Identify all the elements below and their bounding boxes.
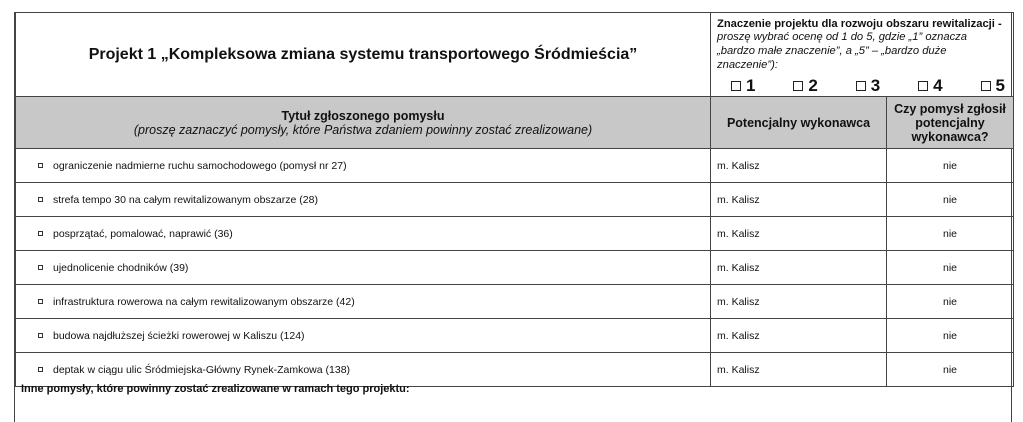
- checkbox-icon[interactable]: [38, 265, 43, 270]
- submitted-cell: nie: [887, 319, 1014, 353]
- checkbox-icon[interactable]: [38, 333, 43, 338]
- table-row: [16, 319, 1014, 353]
- rating-option-2[interactable]: 2: [793, 76, 817, 96]
- submitted-cell: nie: [887, 183, 1014, 217]
- executor-cell: m. Kalisz: [711, 285, 887, 319]
- idea-label: ograniczenie nadmierne ruchu samochodowego (pomysł nr 27): [53, 159, 347, 172]
- checkbox-icon[interactable]: [856, 81, 866, 91]
- idea-label: ujednolicenie chodników (39): [53, 261, 189, 274]
- column-title-note: (proszę zaznaczyć pomysły, które Państwa zdaniem powinny zostać zrealizowane): [133, 122, 593, 137]
- idea-label: infrastruktura rowerowa na całym rewitalizowanym obszarze (42): [53, 295, 355, 308]
- checkbox-icon[interactable]: [38, 367, 43, 372]
- table-row: [16, 285, 1014, 319]
- rating-heading: Znaczenie projektu dla rozwoju obszaru rewitalizacji -: [717, 18, 1002, 30]
- submitted-cell: nie: [887, 251, 1014, 285]
- project-title: Projekt 1 „Kompleksowa zmiana systemu transportowego Śródmieścia”: [16, 13, 711, 97]
- executor-cell: m. Kalisz: [711, 251, 887, 285]
- idea-cell: [16, 149, 711, 183]
- submitted-cell: nie: [887, 149, 1014, 183]
- idea-label: posprzątać, pomalować, naprawić (36): [53, 227, 233, 240]
- column-header-title: [16, 97, 711, 149]
- survey-form: [14, 12, 1012, 422]
- table-row: [16, 251, 1014, 285]
- column-title-label: Tytuł zgłoszonego pomysłu: [281, 108, 445, 123]
- idea-cell: [16, 217, 711, 251]
- survey-table: [15, 12, 1014, 387]
- table-row: [16, 353, 1014, 387]
- checkbox-icon[interactable]: [38, 231, 43, 236]
- idea-cell: [16, 251, 711, 285]
- checkbox-icon[interactable]: [981, 81, 991, 91]
- checkbox-icon[interactable]: [731, 81, 741, 91]
- executor-cell: m. Kalisz: [711, 183, 887, 217]
- idea-label: budowa najdłuższej ścieżki rowerowej w Kaliszu (124): [53, 329, 305, 342]
- executor-cell: m. Kalisz: [711, 149, 887, 183]
- idea-cell: [16, 285, 711, 319]
- table-row: [16, 149, 1014, 183]
- other-ideas-label: Inne pomysły, które powinny zostać zrealizowane w ramach tego projektu:: [21, 383, 410, 395]
- rating-option-4[interactable]: 4: [918, 76, 942, 96]
- idea-label: deptak w ciągu ulic Śródmiejska-Główny Rynek-Zamkowa (138): [53, 363, 351, 376]
- executor-cell: m. Kalisz: [711, 319, 887, 353]
- idea-cell: [16, 353, 711, 387]
- table-row: [16, 217, 1014, 251]
- idea-label: strefa tempo 30 na całym rewitalizowanym obszarze (28): [53, 193, 318, 206]
- submitted-cell: nie: [887, 285, 1014, 319]
- submitted-cell: nie: [887, 217, 1014, 251]
- submitted-cell: nie: [887, 353, 1014, 387]
- idea-cell: [16, 183, 711, 217]
- rating-option-3[interactable]: 3: [856, 76, 880, 96]
- idea-cell: [16, 319, 711, 353]
- executor-cell: m. Kalisz: [711, 217, 887, 251]
- checkbox-icon[interactable]: [38, 299, 43, 304]
- executor-cell: m. Kalisz: [711, 353, 887, 387]
- rating-panel: [711, 13, 1014, 97]
- rating-option-5[interactable]: 5: [981, 76, 1005, 96]
- column-header-submitted: Czy pomysł zgłosił potencjalny wykonawca?: [887, 97, 1014, 149]
- checkbox-icon[interactable]: [918, 81, 928, 91]
- checkbox-icon[interactable]: [793, 81, 803, 91]
- rating-option-1[interactable]: 1: [731, 76, 755, 96]
- checkbox-icon[interactable]: [38, 197, 43, 202]
- table-row: [16, 183, 1014, 217]
- column-header-executor: Potencjalny wykonawca: [711, 97, 887, 149]
- rating-description: proszę wybrać ocenę od 1 do 5, gdzie „1” oznacza „bardzo małe znaczenie”, a „5” – „bardzo duże znaczenie”):: [717, 31, 967, 71]
- checkbox-icon[interactable]: [38, 163, 43, 168]
- rating-options: [717, 76, 1007, 96]
